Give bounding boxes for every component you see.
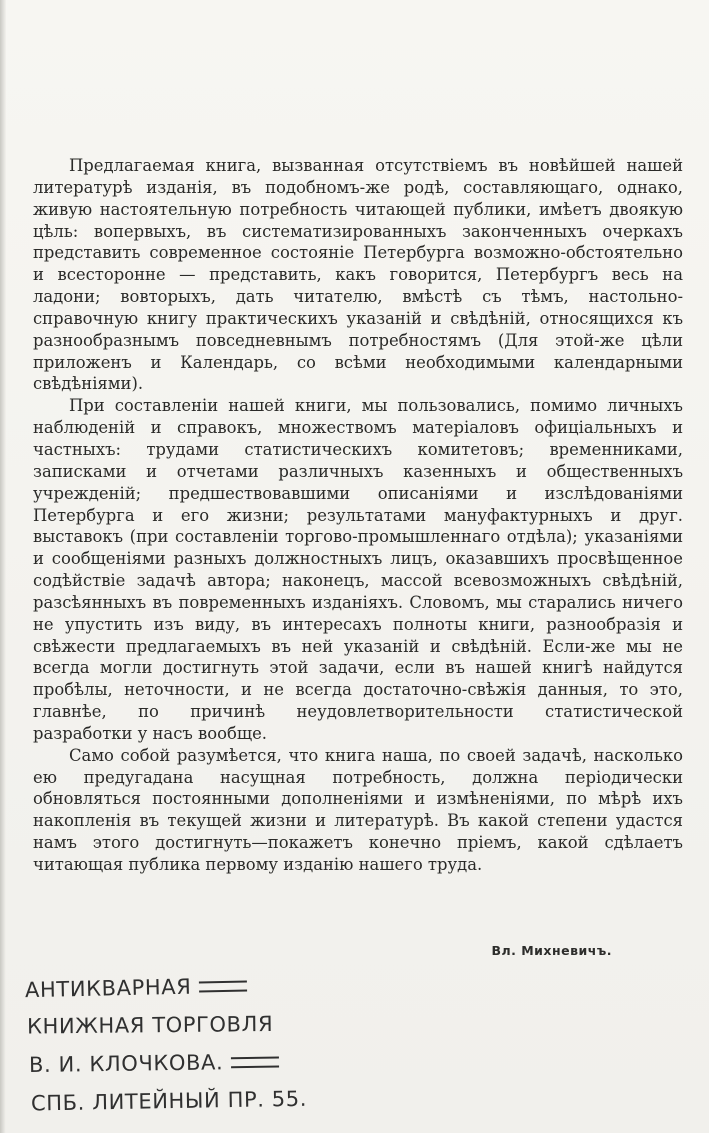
stamp-line (25, 1042, 326, 1084)
stamp-text: СПБ. ЛИТЕЙНЫЙ ПР. 55. (30, 1086, 308, 1116)
author-signature: Вл. Михневичъ. (491, 943, 612, 958)
preface-paragraph: При составленіи нашей книги, мы пользовались, помимо личныхъ наблюденій и справокъ, множествомъ матеріаловъ офиціальныхъ и частныхъ: трудами статистическихъ комитетовъ; временниками, записками и отчетами различныхъ казенныхъ и общественныхъ учрежденій; предшествовавшими описаніями и изслѣдованіями Петербурга и его жизни; результатами мануфактурныхъ и друг. выставокъ (при составленіи торгово-промышленнаго отдѣла); указаніями и сообщеніями разныхъ должностныхъ лицъ, оказавшихъ просвѣщенное содѣйствіе задачѣ автора; наконецъ, массой всевозможныхъ свѣдѣній, разсѣянныхъ въ повременныхъ изданіяхъ. Словомъ, мы старались ничего не упустить изъ виду, въ интересахъ полноты книги, разнообразія и свѣжести предлагаемыхъ въ ней указаній и свѣдѣній. Если-же мы не всегда могли достигнуть этой задачи, если въ нашей книгѣ найдутся пробѣлы, неточности, и не всегда достаточно-свѣжія данныя, то это, главнѣе, по причинѣ неудовлетворительности статистической разработки у насъ вообще. (33, 396, 683, 743)
stamp-text: АНТИКВАРНАЯ (24, 974, 192, 1003)
preface-text (33, 155, 683, 876)
stamp-text: В. И. КЛОЧКОВА. (28, 1050, 224, 1078)
preface-paragraph: Само собой разумѣется, что книга наша, по своей задачѣ, насколько ею предугадана насущная потребность, должна періодически обновляться постоянными дополненіями и измѣненіями, по мѣрѣ ихъ накопленія въ текущей жизни и литературѣ. Въ какой степени удастся намъ этого достигнуть—покажетъ конечно пріемъ, какой сдѣлаетъ читающая публика первому изданію нашего труда. (33, 745, 683, 874)
stamp-rule (199, 980, 247, 992)
bookseller-stamp (25, 968, 325, 1120)
preface-paragraph: Предлагаемая книга, вызванная отсутствіемъ въ новѣйшей нашей литературѣ изданія, въ подобномъ-же родѣ, составляющаго, однако, живую настоятельную потребность читающей публики, имѣетъ двоякую цѣль: вопервыхъ, въ систематизированныхъ законченныхъ очеркахъ представить современное состояніе Петербурга возможно-обстоятельно и всесторонне — представить, какъ говорится, Петербургъ весь на ладони; вовторыхъ, дать читателю, вмѣстѣ съ тѣмъ, настольно-справочную книгу практическихъ указаній и свѣдѣній, относящихся къ разнообразнымъ повседневнымъ потребностямъ (Для этой-же цѣли приложенъ и Календарь, со всѣми необходимыми календарными свѣдѣніями). (33, 156, 683, 394)
stamp-line (25, 965, 326, 1009)
stamp-text: КНИЖНАЯ ТОРГОВЛЯ (26, 1011, 274, 1039)
stamp-line (25, 1079, 326, 1122)
stamp-line (25, 1004, 325, 1045)
page-fold-shadow (0, 0, 6, 1133)
stamp-rule (231, 1056, 279, 1068)
